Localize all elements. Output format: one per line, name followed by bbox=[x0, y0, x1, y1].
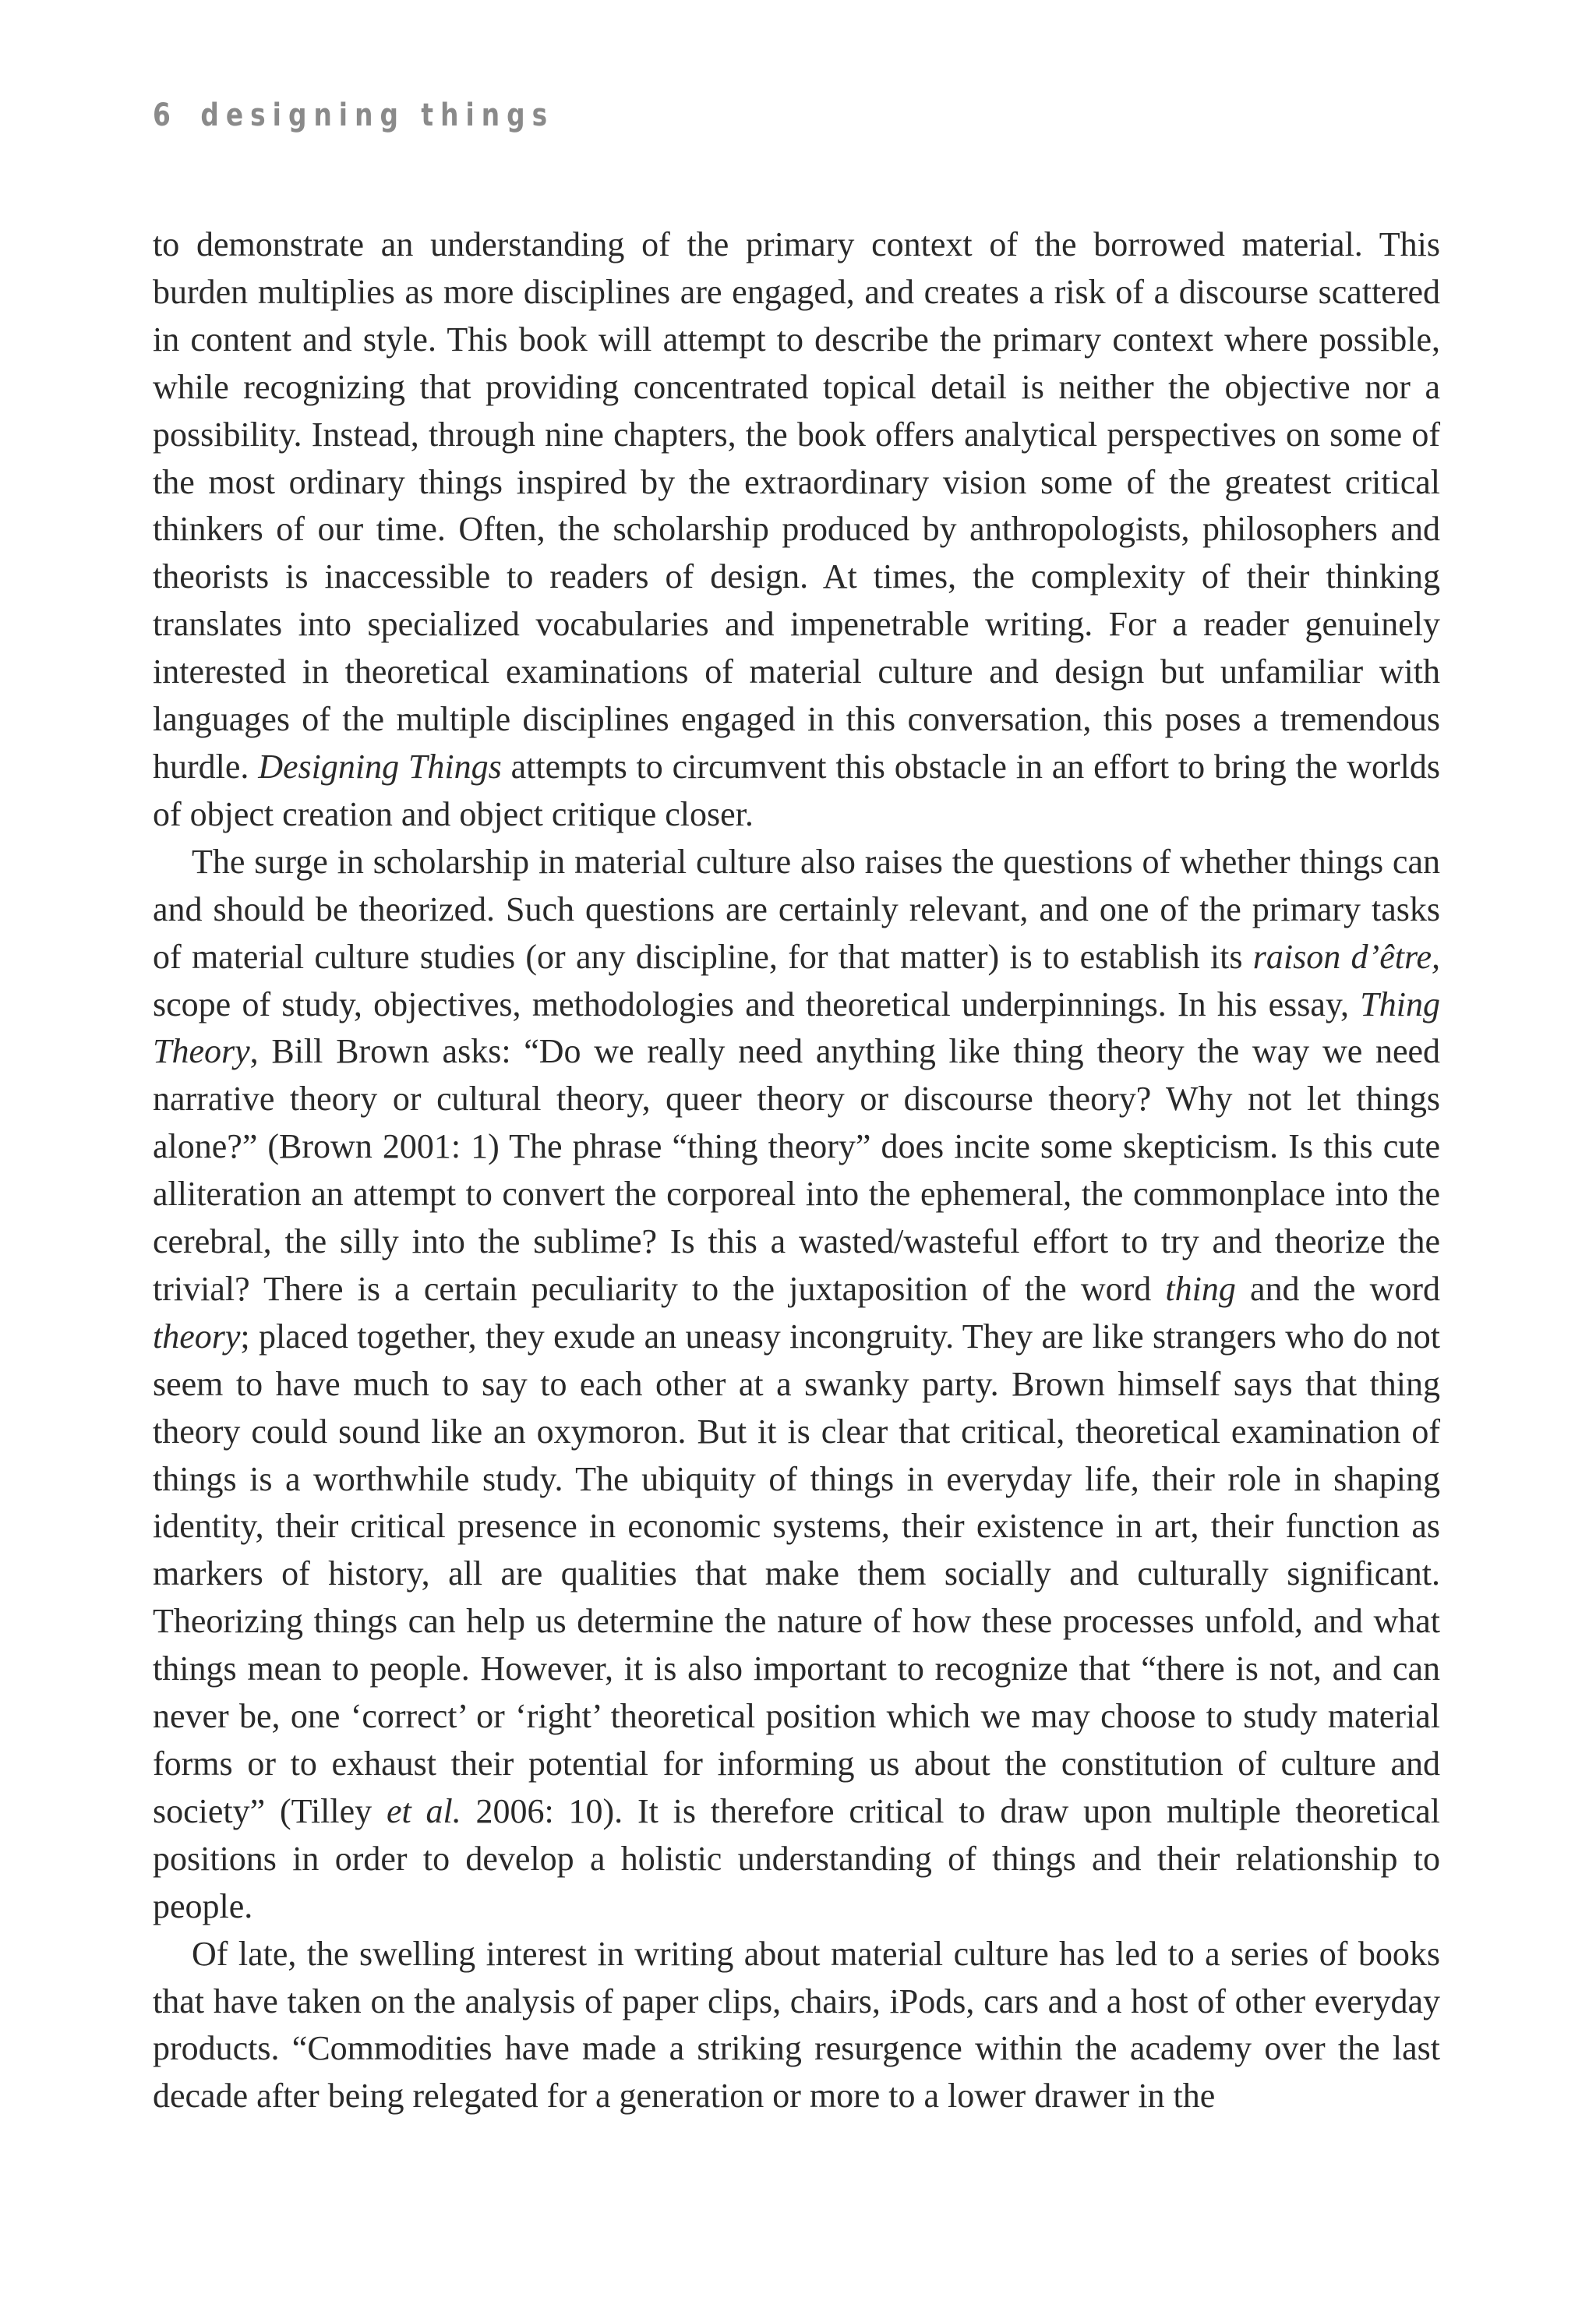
italic-word: thing bbox=[1165, 1269, 1236, 1308]
text-run: scope of study, objectives, methodologies and theoretical underpinnings. In his essay, bbox=[153, 985, 1361, 1023]
text-run: 2006: 10). It is therefore critical to draw upon multiple theoretical positions in order to develop a holistic understanding of things and their relationship to people. bbox=[153, 1791, 1440, 1925]
italic-phrase: raison d’être, bbox=[1252, 937, 1440, 976]
text-run: to demonstrate an understanding of the primary context of the borrowed material. This burden multiplies as more disciplines are engaged, and creates a risk of a discourse scattered in content and style. This book will attempt to describe the primary context where possible, while recognizing that providing concentrated topical detail is neither the objective nor a possibility. Instead, through nine chapters, the book offers analytical perspectives on some of the most ordinary things inspired by the extraordinary vision some of the greatest critical thinkers of our time. Often, the scholarship produced by anthropologists, philosophers and theorists is inaccessible to readers of design. At times, the complexity of their thinking translates into specialized vocabularies and impenetrable writing. For a reader genuinely interested in theoretical examinations of material culture and design but unfamiliar with languages of the multiple disciplines engaged in this conversation, this poses a tremendous hurdle. bbox=[153, 225, 1440, 786]
essay-title-italic: Thing Theory bbox=[153, 985, 1440, 1071]
paragraph-1 bbox=[153, 221, 1440, 839]
book-title-italic: Designing Things bbox=[258, 747, 502, 786]
running-head bbox=[153, 92, 554, 139]
paragraph-2 bbox=[153, 839, 1440, 1931]
italic-phrase: et al. bbox=[386, 1791, 461, 1830]
italic-word: theory bbox=[153, 1317, 241, 1356]
text-run: ; placed together, they exude an uneasy incongruity. They are like strangers who do not seem to have much to say to each other at a swanky party. Brown himself says that thing theory could sound like an oxymoron. But it is clear that critical, theoretical examination of things is a worthwhile study. The ubiquity of things in everyday life, their role in shaping identity, their critical presence in economic systems, their existence in art, their function as markers of history, all are qualities that make them socially and culturally significant. Theorizing things can help us determine the nature of how these processes unfold, and what things mean to people. However, it is also important to recognize that “there is not, and can never be, one ‘correct’ or ‘right’ theoretical position which we may choose to study material forms or to exhaust their potential for informing us about the constitution of culture and society” (Tilley bbox=[153, 1317, 1440, 1830]
text-run: The surge in scholarship in material culture also raises the questions of whether things can and should be theorized. Such questions are certainly relevant, and one of the primary tasks of material culture studies (or any discipline, for that matter) is to establish its bbox=[153, 842, 1440, 976]
text-run: attempts to circumvent this obstacle in an effort to bring the worlds of object creation and object critique closer. bbox=[153, 747, 1440, 833]
body-text bbox=[153, 221, 1440, 2120]
page-number: 6 bbox=[153, 97, 178, 133]
text-run: , Bill Brown asks: “Do we really need anything like thing theory the way we need narrative theory or cultural theory, queer theory or discourse theory? Why not let things alone?” (Brown 2001: 1) The phrase “thing theory” does incite some skepticism. Is this cute alliteration an attempt to convert the corporeal into the ephemeral, the commonplace into the cerebral, the silly into the sublime? Is this a wasted/wasteful effort to try and theorize the trivial? There is a certain peculiarity to the juxtaposition of the word bbox=[153, 1032, 1440, 1308]
running-title: designing things bbox=[200, 97, 555, 133]
text-run: Of late, the swelling interest in writing about material culture has led to a series of books that have taken on the analysis of paper clips, chairs, iPods, cars and a host of other everyday products. “Commodities have made a striking resurgence within the academy over the last decade after being relegated for a generation or more to a lower drawer in the bbox=[153, 1934, 1440, 2116]
paragraph-3 bbox=[153, 1931, 1440, 2121]
text-run: and the word bbox=[1235, 1269, 1440, 1308]
